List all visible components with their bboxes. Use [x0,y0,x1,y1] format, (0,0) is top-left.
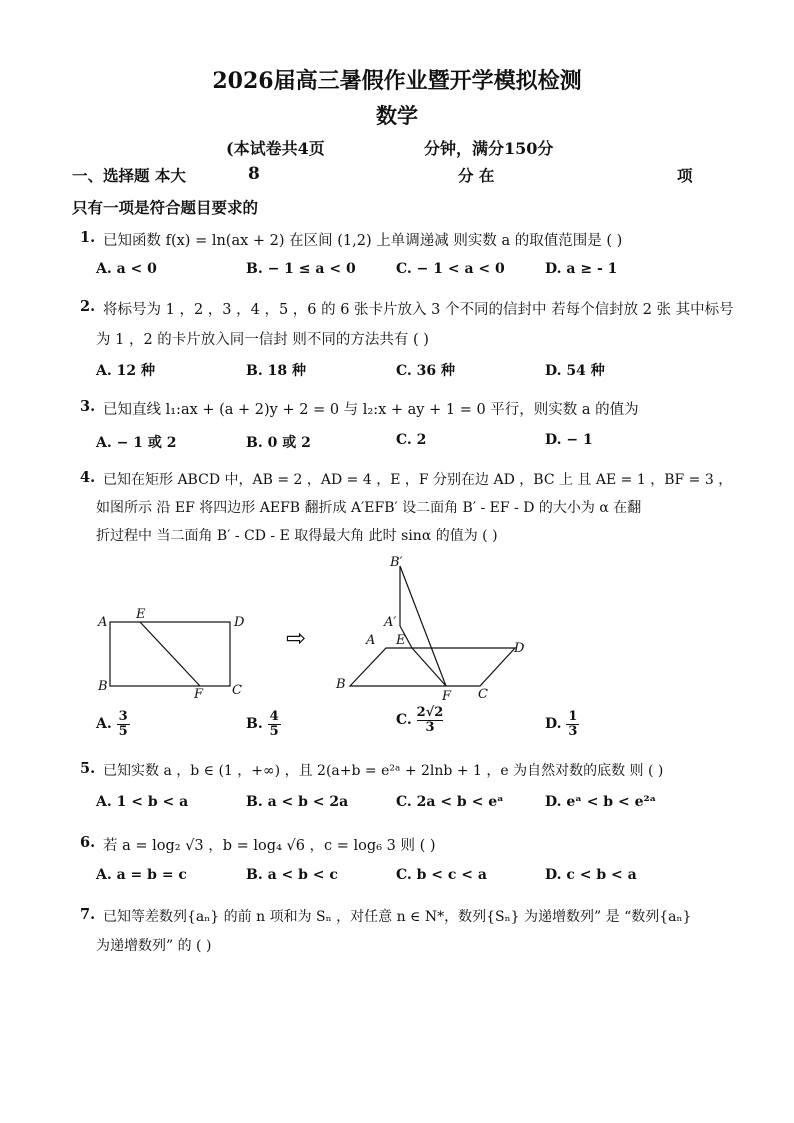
question-text: 已知实数 a ，b ∈ (1 ，+∞) ，且 2(a+b = e²ᵃ + 2lnb + 1 ，e 为自然对数的底数 则 ( ) [103,763,664,779]
question-number: 5. [80,760,96,777]
exam-info-left: (本试卷共4页 [226,139,325,158]
label-e: E [396,633,406,648]
question-number: 4. [80,469,96,486]
option-d: D. − 1 [545,432,593,448]
fold-line-ef [140,622,200,686]
option-a: A. a = b = c [96,867,187,883]
option-a: A. 1 < b < a [96,794,189,810]
section-heading-num: 8 [248,164,260,184]
label-e: E [136,607,146,622]
option-b: B. a < b < c [246,867,338,883]
label-f: F [442,689,452,702]
option-d: D. a ≥ - 1 [545,261,618,277]
label-c: C [478,687,488,702]
label-d: D [234,615,245,630]
exam-subject: 数学 [376,103,418,128]
label-a-prime: A′ [384,615,397,630]
transform-arrow-icon: ⇨ [286,624,307,652]
exam-info-right: 分钟，满分150分 [424,139,554,158]
edge-b1f [400,566,446,686]
label-f: F [194,687,204,700]
option-c: C. b < c < a [396,867,487,883]
question-number: 3. [80,398,96,415]
option-d: D. 54 种 [545,363,605,379]
section-heading-mid: 分 在 [458,166,495,185]
option-c: C. 2a < b < eᵃ [396,794,504,810]
question-text: 将标号为 1 ，2 ，3 ，4 ，5 ，6 的 6 张卡片放入 3 个不同的信封中 若每个信封放 2 张 其中标号 [103,302,734,318]
fold-line-ef [412,648,446,686]
label-a: A [366,633,376,648]
question-number: 1. [80,229,96,246]
option-a: A. 12 种 [96,363,155,379]
label-b-prime: B′ [390,555,403,570]
option-b: B. 18 种 [246,363,306,379]
fraction: $\frac{2√2}{3}$ [416,705,444,735]
fraction: $\frac{3}{5}$ [118,709,128,739]
section-heading-line2: 只有一项是符合题目要求的 [72,198,259,217]
option-b: B. $\frac{4}{5}$ [246,709,279,739]
question-text: 已知等差数列{aₙ} 的前 n 项和为 Sₙ ，对任意 n ∈ N*，数列{Sₙ} 为递增数列” 是 “数列{aₙ} [103,909,692,925]
option-c: C. $\frac{2√2}{3}$ [396,705,444,735]
question-text-line2: 如图所示 沿 EF 将四边形 AEFB 翻折成 A′EFB′ 设二面角 B′ - EF - D 的大小为 α 在翻 [96,500,642,516]
section-heading-tail: 项 [677,166,693,185]
fraction: $\frac{1}{3}$ [568,709,578,739]
section-heading-prefix: 一、选择题 本大 [72,166,186,185]
rectangle-figure [90,598,260,700]
option-d: D. $\frac{1}{3}$ [545,709,578,739]
option-d: D. c < b < a [545,867,637,883]
option-d: D. eᵃ < b < e²ᵃ [545,794,657,810]
exam-title: 2026届高三暑假作业暨开学模拟检测 [212,68,582,94]
label-d: D [514,641,525,656]
option-b: B. 0 或 2 [246,435,311,451]
option-b: B. − 1 ≤ a < 0 [246,261,356,277]
folded-figure [330,552,540,702]
option-a: A. a < 0 [96,261,157,277]
fraction: $\frac{4}{5}$ [269,709,279,739]
question-text-line2: 为递增数列” 的 ( ) [96,938,212,954]
base-parallelogram [350,648,515,686]
question-text-line2: 为 1 ，2 的卡片放入同一信封 则不同的方法共有 ( ) [96,332,429,348]
question-text-line3: 折过程中 当二面角 B′ - CD - E 取得最大角 此时 sinα 的值为 ( ) [96,528,498,544]
option-c: C. 2 [396,432,427,448]
label-b: B [98,679,108,694]
question-number: 6. [80,834,96,851]
label-c: C [232,683,242,698]
option-a: A. $\frac{3}{5}$ [96,709,128,739]
option-b: B. a < b < 2a [246,794,349,810]
option-c: C. 36 种 [396,363,456,379]
question-text: 若 a = log₂ √3 ，b = log₄ √6 ，c = log₆ 3 则 ( ) [103,838,436,854]
question-text: 已知在矩形 ABCD 中，AB = 2 ，AD = 4 ，E ，F 分别在边 AD ，BC 上 且 AE = 1 ，BF = 3 ， [103,472,733,488]
question-number: 7. [80,906,96,923]
label-b: B [336,677,346,692]
question-number: 2. [80,298,96,315]
label-a: A [98,615,108,630]
option-a: A. − 1 或 2 [96,435,177,451]
option-c: C. − 1 < a < 0 [396,261,505,277]
question-text: 已知函数 f(x) = ln(ax + 2) 在区间 (1,2) 上单调递减 则实数 a 的取值范围是 ( ) [103,233,623,249]
question-text: 已知直线 l₁:ax + (a + 2)y + 2 = 0 与 l₂:x + ay + 1 = 0 平行，则实数 a 的值为 [103,402,639,418]
